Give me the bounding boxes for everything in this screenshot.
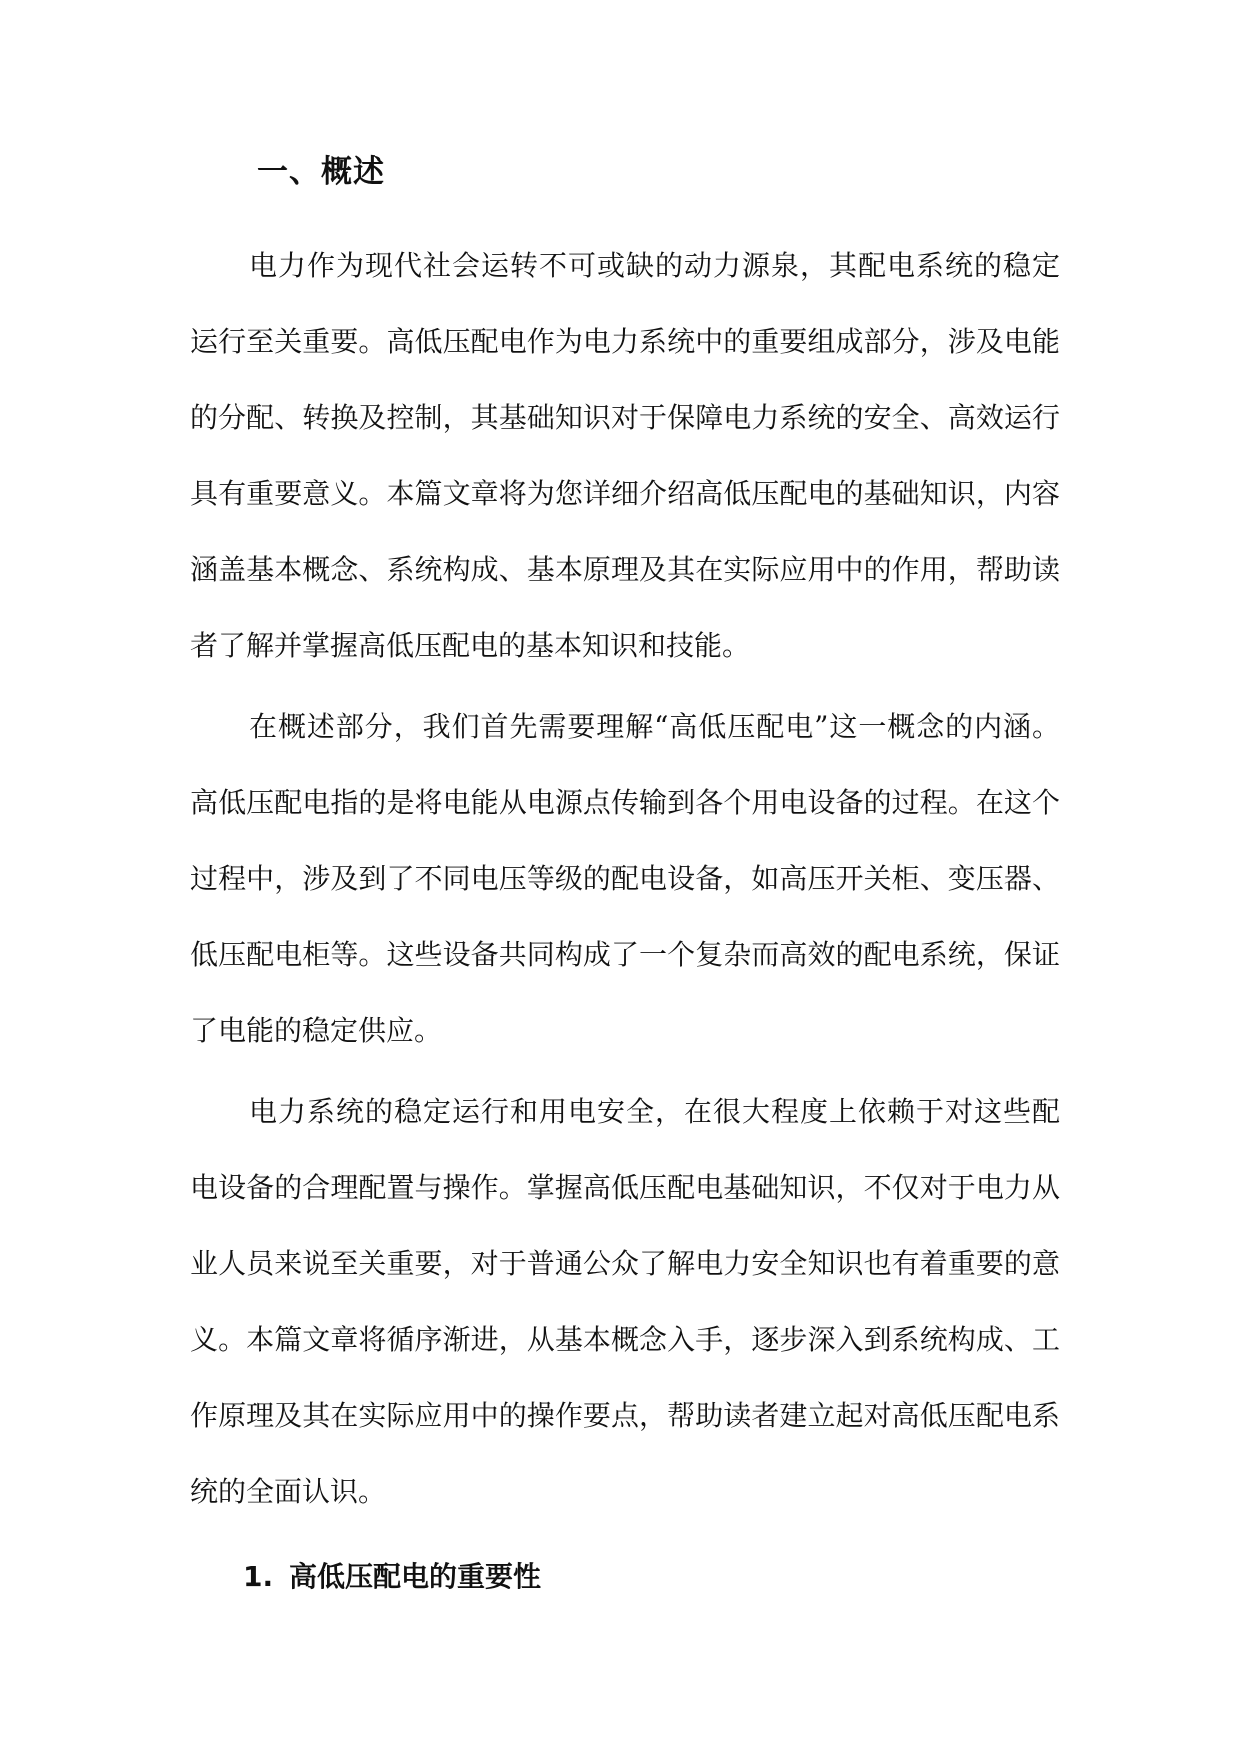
subsection-heading — [243, 1555, 541, 1599]
paragraph-concept: 在概述部分，我们首先需要理解“高低压配电”这一概念的内涵。高低压配电指的是将电能从电源点传输到各个用电设备的过程。在这个过程中，涉及到了不同电压等级的配电设备，如高压开关柜、变压器、低压配电柜等。这些设备共同构成了一个复杂而高效的配电系统，保证了电能的稳定供应。 — [190, 710, 1060, 1047]
paragraph-intro: 电力作为现代社会运转不可或缺的动力源泉，其配电系统的稳定运行至关重要。高低压配电作为电力系统中的重要组成部分，涉及电能的分配、转换及控制，其基础知识对于保障电力系统的安全、高效运行具有重要意义。本篇文章将为您详细介绍高低压配电的基础知识，内容涵盖基本概念、系统构成、基本原理及其在实际应用中的作用，帮助读者了解并掌握高低压配电的基本知识和技能。 — [190, 249, 1060, 662]
section-heading: 一、概述 — [257, 154, 385, 190]
subsection-number: 1. — [243, 1560, 274, 1593]
subsection-title: 高低压配电的重要性 — [289, 1560, 542, 1593]
body-text — [190, 228, 1060, 1535]
paragraph-importance: 电力系统的稳定运行和用电安全，在很大程度上依赖于对这些配电设备的合理配置与操作。掌握高低压配电基础知识，不仅对于电力从业人员来说至关重要，对于普通公众了解电力安全知识也有着重要的意义。本篇文章将循序渐进，从基本概念入手，逐步深入到系统构成、工作原理及其在实际应用中的操作要点，帮助读者建立起对高低压配电系统的全面认识。 — [190, 1095, 1060, 1508]
